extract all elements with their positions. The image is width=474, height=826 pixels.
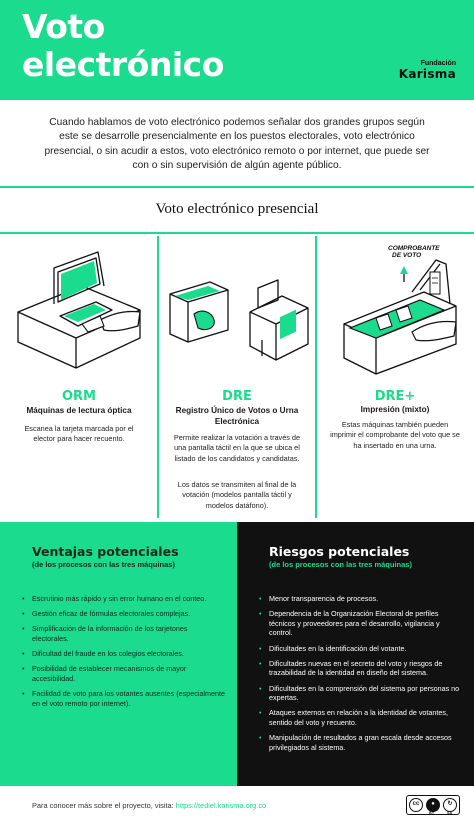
cc-icon — [409, 798, 423, 812]
cc-text: cc — [412, 801, 420, 807]
machine-desc: Escanea la tarjeta marcada por el elector para hacer recuento. — [24, 424, 134, 444]
title-line-1: Voto — [22, 7, 105, 46]
list-item: • Gestión eficaz de fórmulas electorales complejas. — [20, 609, 225, 619]
machine-column-dre-plus — [316, 234, 474, 522]
list-item: • Dificultades en la comprensión del sistema por personas no expertas. — [257, 684, 462, 703]
machine-name: Impresión (mixto) — [360, 405, 430, 414]
logo-small-text: Fundación — [420, 60, 456, 67]
by-icon: ● — [426, 798, 440, 812]
list-item: • Dificultad del fraude en los colegios electorales. — [20, 649, 225, 659]
list-item: • Menor transparencia de procesos. — [257, 594, 462, 604]
receipt-label-1: COMPROBANTE — [388, 245, 440, 252]
by-label: BY — [429, 811, 435, 815]
list-item: • Dificultades en la identificación del votante. — [257, 644, 462, 654]
receipt-label-2: DE VOTO — [392, 252, 422, 259]
cc-license-badge[interactable] — [406, 795, 460, 815]
machine-abbr: ORM — [62, 389, 96, 404]
risks-subtitle: (de los procesos con las tres máquinas) — [269, 560, 412, 569]
advantages-panel — [0, 522, 237, 786]
list-item: • Escrutinio más rápido y sin error humano en el conteo. — [20, 594, 225, 604]
intro-paragraph: Cuando hablamos de voto electrónico podemos señalar dos grandes grupos según este se desarrolle presencialmente en los puestos electorales, voto electrónico presencial, o sin acudir a estos, voto electrónico remoto o por internet, que puede ser con o sin supervisión de algún agente público. — [44, 117, 430, 172]
page-title — [22, 8, 224, 84]
header-banner — [0, 0, 474, 100]
sa-label: SA — [447, 811, 453, 815]
risks-title: Riesgos potenciales — [269, 544, 410, 559]
machine-abbr: DRE — [222, 389, 252, 404]
machine-desc: Estas máquinas también pueden imprimir el comprobante del voto que se ha insertado en una urna. — [330, 420, 460, 450]
electronic-ballot-illustration — [158, 234, 316, 384]
project-link[interactable]: https://tediel.karisma.org.co — [175, 801, 267, 810]
divider — [0, 186, 474, 188]
advantages-title: Ventajas potenciales — [32, 544, 179, 559]
optical-reader-illustration — [0, 234, 158, 384]
title-line-2: electrónico — [22, 45, 224, 84]
machine-name: Máquinas de lectura óptica — [26, 406, 132, 415]
footer-text — [32, 801, 266, 810]
machine-desc-extra: Los datos se transmiten al final de la votación (modelos pantalla táctil y modelos datáfono). — [177, 480, 297, 510]
list-item: • Dificultades nuevas en el secreto del voto y riesgos de trazabilidad de la identidad en diseño del sistema. — [257, 659, 462, 678]
risks-panel — [237, 522, 474, 786]
footer-label: Para conocer más sobre el proyecto, visita: — [32, 801, 174, 810]
machine-name: Registro Único de Votos o Urna Electrónica — [175, 406, 299, 426]
advantages-list — [20, 594, 225, 714]
printing-machine-illustration — [316, 234, 474, 384]
logo-big-text: Karisma — [398, 67, 456, 81]
advantages-subtitle: (de los procesos con las tres máquinas) — [32, 560, 175, 569]
risks-list — [257, 594, 462, 758]
list-item: • Facilidad de voto para los votantes ausentes (especialmente en el voto remoto por internet). — [20, 689, 225, 708]
machine-column-orm — [0, 234, 158, 522]
karisma-logo — [399, 60, 456, 80]
machine-abbr: DRE+ — [374, 389, 416, 404]
machine-column-dre — [158, 234, 316, 522]
sa-icon: ↻ — [443, 798, 457, 812]
machine-desc: Permite realizar la votación a través de una pantalla táctil en la que se ubica el listado de los candidatos y candidatas. — [173, 433, 301, 463]
footer — [0, 786, 474, 826]
list-item: • Manipulación de resultados a gran escala desde accesos privilegiados al sistema. — [257, 733, 462, 752]
list-item: • Dependencia de la Organización Electoral de perfiles técnicos y proveedores para el desarrollo, vigilancia y control. — [257, 609, 462, 638]
list-item: • Ataques externos en relación a la identidad de votantes, sentido del voto y recuento. — [257, 708, 462, 727]
list-item: • Simplificación de la información de los tarjetones electorales. — [20, 624, 225, 643]
list-item: • Posibilidad de establecer mecanismos de mayor accesibilidad. — [20, 664, 225, 683]
section-title: Voto electrónico presencial — [155, 201, 319, 217]
